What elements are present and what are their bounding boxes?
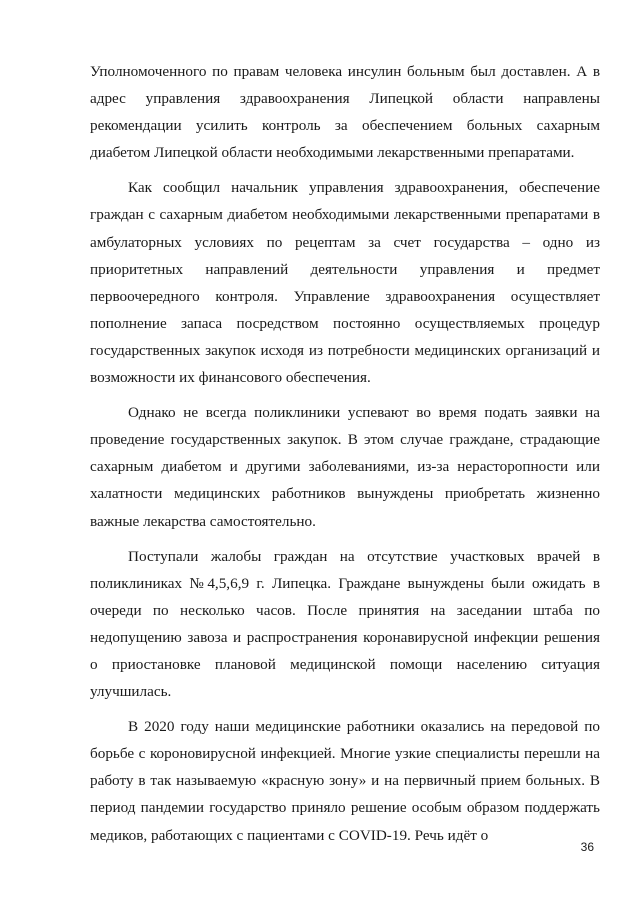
page-body xyxy=(90,58,600,857)
paragraph-4: Поступали жалобы граждан на отсутствие участковых врачей в поликлиниках №4,5,6,9 г. Липецка. Граждане вынуждены были ожидать в очереди по несколько часов. После принятия на заседании штаба по недопущению завоза и распространения коронавирусной инфекции решения о приостановке плановой медицинской помощи населению ситуация улучшилась. xyxy=(90,547,600,701)
page-number: 36 xyxy=(580,840,594,854)
paragraph-3: Однако не всегда поликлиники успевают во время подать заявки на проведение государственных закупок. В этом случае граждане, страдающие сахарным диабетом и другими заболеваниями, из-за нерасторопности или халатности медицинских работников вынуждены приобретать жизненно важные лекарства самостоятельно. xyxy=(90,404,600,530)
paragraph-2: Как сообщил начальник управления здравоохранения, обеспечение граждан с сахарным диабетом необходимыми лекарственными препаратами в амбулаторных условиях по рецептам за счет государства – одно из приоритетных направлений деятельности управления и предмет первоочередного контроля. Управление здравоохранения осуществляет пополнение запаса посредством постоянно осуществляемых процедур государственных закупок исходя из потребности медицинских организаций и возможности их финансового обеспечения. xyxy=(90,179,600,387)
paragraph-1: Уполномоченного по правам человека инсулин больным был доставлен. А в адрес управления здравоохранения Липецкой области направлены рекомендации усилить контроль за обеспечением больных сахарным диабетом Липецкой области необходимыми лекарственными препаратами. xyxy=(90,63,600,162)
paragraph-5: В 2020 году наши медицинские работники оказались на передовой по борьбе с короновирусной инфекцией. Многие узкие специалисты перешли на работу в так называемую «красную зону» и на первичный прием больных. В период пандемии государство приняло решение особым образом поддержать медиков, работающих с пациентами с COVID-19. Речь идёт о xyxy=(90,718,600,844)
